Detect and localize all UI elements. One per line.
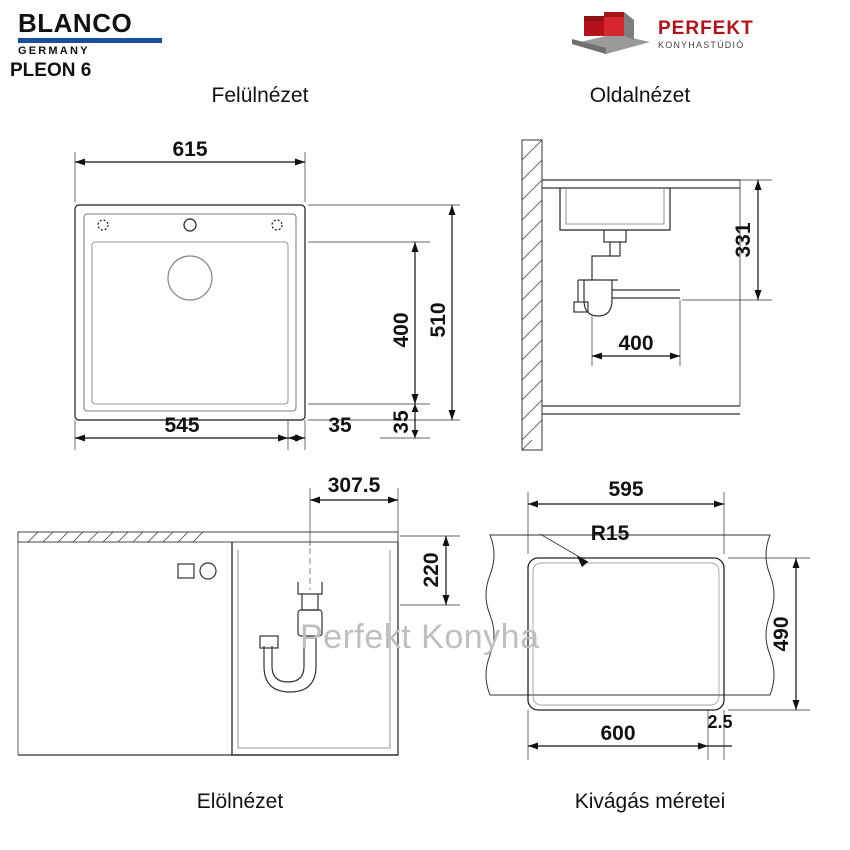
perfekt-logo — [562, 8, 792, 58]
dim-side-depth: 400 — [618, 332, 654, 355]
dim-cutout-height: 490 — [770, 616, 793, 652]
dim-top-inner-height: 400 — [390, 312, 413, 348]
dim-cutout-width: 595 — [608, 478, 644, 501]
dim-cutout-edge: 2.5 — [707, 712, 733, 732]
cutout-view-drawing — [470, 470, 850, 780]
dim-side-height: 331 — [732, 222, 755, 258]
dim-top-bottom-offset: 35 — [390, 410, 413, 434]
watermark-text: Perfekt Konyha — [300, 618, 540, 656]
perfekt-logo-text: PERFEKT — [658, 18, 754, 39]
perfekt-logo-subtext: KONYHASTÚDIÓ — [658, 40, 745, 50]
blanco-logo — [18, 10, 198, 57]
label-side-view: Oldalnézet — [589, 84, 691, 107]
blanco-logo-country: GERMANY — [18, 45, 90, 57]
top-view-sink-outline — [75, 205, 305, 420]
blanco-logo-bar — [18, 38, 162, 43]
dim-cutout-radius: R15 — [590, 522, 630, 545]
front-view-drawing — [10, 470, 480, 780]
label-top-view: Felülnézet — [211, 84, 309, 107]
dim-front-offset: 307.5 — [327, 474, 381, 497]
label-cutout-view: Kivágás méretei — [574, 790, 726, 813]
dim-top-bowl-width: 545 — [164, 414, 200, 437]
dim-front-height: 220 — [420, 552, 443, 588]
dim-top-total-height: 510 — [427, 302, 450, 338]
page-title: PLEON 6 — [10, 60, 92, 81]
dim-top-right-offset: 35 — [328, 414, 352, 437]
blanco-logo-text: BLANCO — [18, 8, 133, 38]
dim-top-width: 615 — [172, 138, 208, 161]
top-view-drawing — [40, 130, 480, 460]
side-view-drawing — [500, 130, 840, 460]
label-front-view: Elölnézet — [196, 790, 284, 813]
dim-cutout-bottom: 600 — [600, 722, 636, 745]
